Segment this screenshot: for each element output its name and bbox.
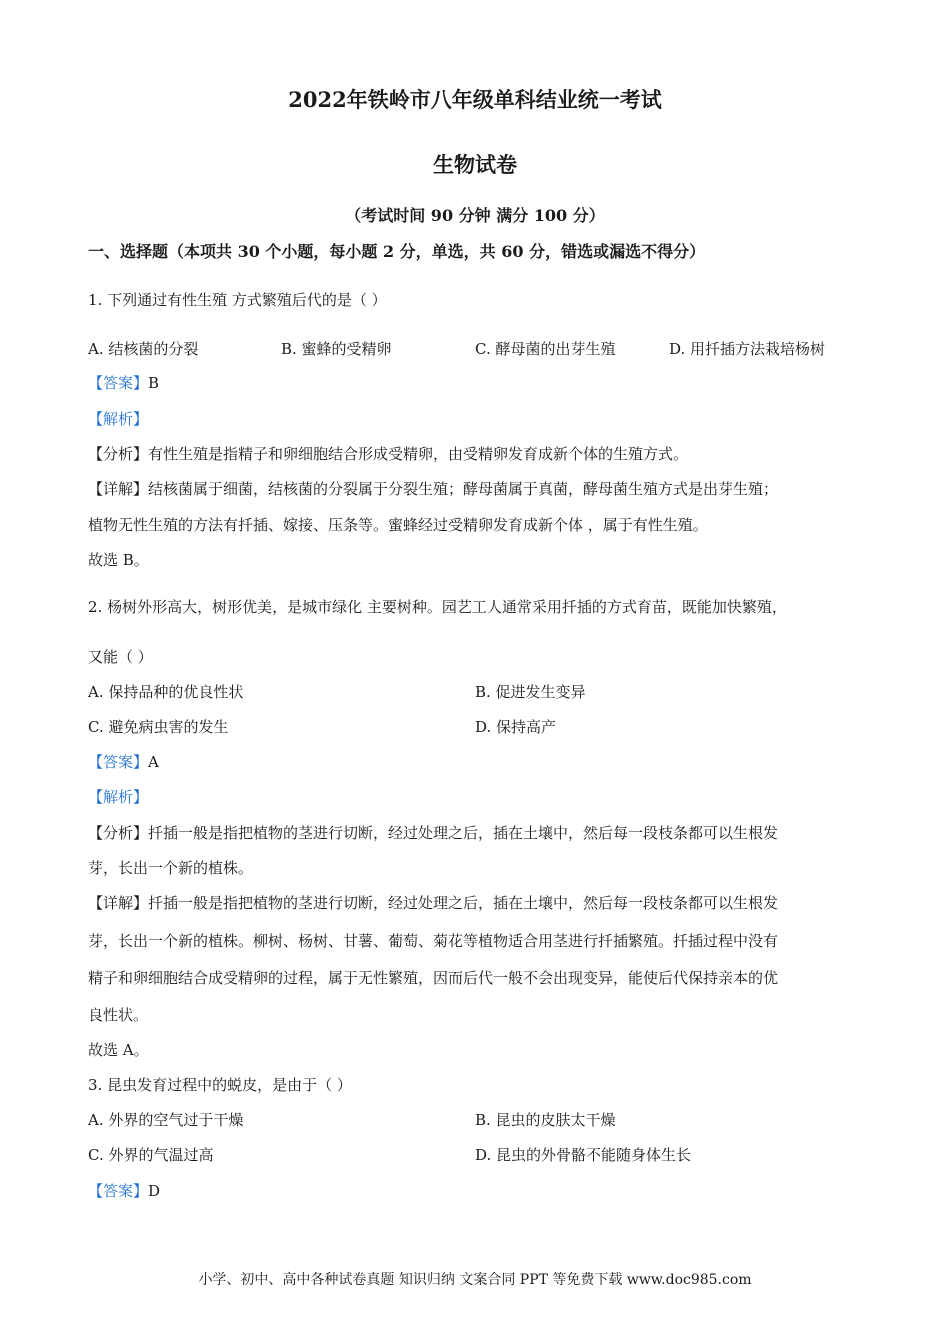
q2-fenxi-text-2: 芽，长出一个新的植株。 bbox=[88, 859, 254, 877]
q2-fenxi bbox=[88, 823, 778, 843]
q1-detail bbox=[88, 479, 778, 499]
fenxi-label: 【分析】 bbox=[88, 824, 149, 842]
q3-stem: 3. 昆虫发育过程中的蜕皮，是由于（ ） bbox=[88, 1076, 352, 1094]
q2-stem-1: 2. 杨树外形高大，树形优美，是城市绿化 主要树种。园艺工人通常采用扦插的方式育苗，既能加快繁殖， bbox=[88, 598, 787, 616]
q2-detail bbox=[88, 893, 778, 913]
analysis-label: 【解析】 bbox=[88, 788, 149, 806]
q3-option-a: A. 外界的空气过于干燥 bbox=[88, 1111, 244, 1129]
q2-fenxi-text-1: 扦插一般是指把植物的茎进行切断，经过处理之后，插在土壤中，然后每一段枝条都可以生根发 bbox=[148, 824, 779, 842]
q1-conclusion: 故选 B。 bbox=[88, 551, 149, 569]
exam-title: 2022年铁岭市八年级单科结业统一考试 bbox=[288, 87, 662, 112]
q2-option-b: B. 促进发生变异 bbox=[475, 683, 586, 701]
q1-detail-text-1: 结核菌属于细菌，结核菌的分裂属于分裂生殖；酵母菌属于真菌，酵母菌生殖方式是出芽生殖； bbox=[148, 480, 779, 498]
q2-detail-text-1: 扦插一般是指把植物的茎进行切断，经过处理之后，插在土壤中，然后每一段枝条都可以生根发 bbox=[148, 894, 779, 912]
page-footer: 小学、初中、高中各种试卷真题 知识归纳 文案合同 PPT 等免费下载 www.doc985.com bbox=[198, 1272, 752, 1288]
q3-option-b: B. 昆虫的皮肤太干燥 bbox=[475, 1111, 616, 1129]
answer-label: 【答案】 bbox=[88, 374, 149, 392]
q2-option-d: D. 保持高产 bbox=[475, 718, 557, 736]
q1-answer bbox=[88, 373, 159, 393]
q1-option-b: B. 蜜蜂的受精卵 bbox=[281, 340, 392, 358]
q3-answer bbox=[88, 1181, 160, 1201]
exam-info: （考试时间 90 分钟 满分 100 分） bbox=[345, 206, 605, 225]
q3-option-d: D. 昆虫的外骨骼不能随身体生长 bbox=[475, 1146, 692, 1164]
subject-title: 生物试卷 bbox=[433, 152, 517, 177]
q1-option-c: C. 酵母菌的出芽生殖 bbox=[475, 340, 616, 358]
q2-detail-text-3: 精子和卵细胞结合成受精卵的过程，属于无性繁殖，因而后代一般不会出现变异，能使后代保持亲本的优 bbox=[88, 969, 779, 987]
q3-answer-value: D bbox=[148, 1182, 161, 1200]
q1-answer-value: B bbox=[148, 374, 160, 392]
q2-analysis-label bbox=[88, 787, 148, 807]
q2-option-a: A. 保持品种的优良性状 bbox=[88, 683, 244, 701]
xiangjie-label: 【详解】 bbox=[88, 480, 149, 498]
q2-stem-2: 又能（ ） bbox=[88, 648, 153, 666]
xiangjie-label: 【详解】 bbox=[88, 894, 149, 912]
q1-stem: 1. 下列通过有性生殖 方式繁殖后代的是（ ） bbox=[88, 291, 387, 309]
q1-option-a: A. 结核菌的分裂 bbox=[88, 340, 199, 358]
section-heading: 一、选择题（本项共 30 个小题，每小题 2 分，单选，共 60 分，错选或漏选不得分） bbox=[88, 242, 706, 261]
q1-analysis-label bbox=[88, 409, 148, 429]
q2-option-c: C. 避免病虫害的发生 bbox=[88, 718, 229, 736]
q1-detail-text-2: 植物无性生殖的方法有扦插、嫁接、压条等。蜜蜂经过受精卵发育成新个体 ，属于有性生殖。 bbox=[88, 516, 708, 534]
analysis-label: 【解析】 bbox=[88, 410, 149, 428]
fenxi-label: 【分析】 bbox=[88, 445, 149, 463]
answer-label: 【答案】 bbox=[88, 753, 149, 771]
q1-fenxi bbox=[88, 444, 688, 464]
q2-conclusion: 故选 A。 bbox=[88, 1041, 149, 1059]
q1-fenxi-text: 有性生殖是指精子和卵细胞结合形成受精卵，由受精卵发育成新个体的生殖方式。 bbox=[148, 445, 689, 463]
q1-option-d: D. 用扦插方法栽培杨树 bbox=[669, 340, 826, 358]
q2-answer-value: A bbox=[148, 753, 159, 771]
answer-label: 【答案】 bbox=[88, 1182, 149, 1200]
q2-detail-text-4: 良性状。 bbox=[88, 1006, 149, 1024]
q2-detail-text-2: 芽，长出一个新的植株。柳树、杨树、甘薯、葡萄、菊花等植物适合用茎进行扦插繁殖。扦插过程中没有 bbox=[88, 932, 779, 950]
q2-answer bbox=[88, 752, 159, 772]
q3-option-c: C. 外界的气温过高 bbox=[88, 1146, 214, 1164]
